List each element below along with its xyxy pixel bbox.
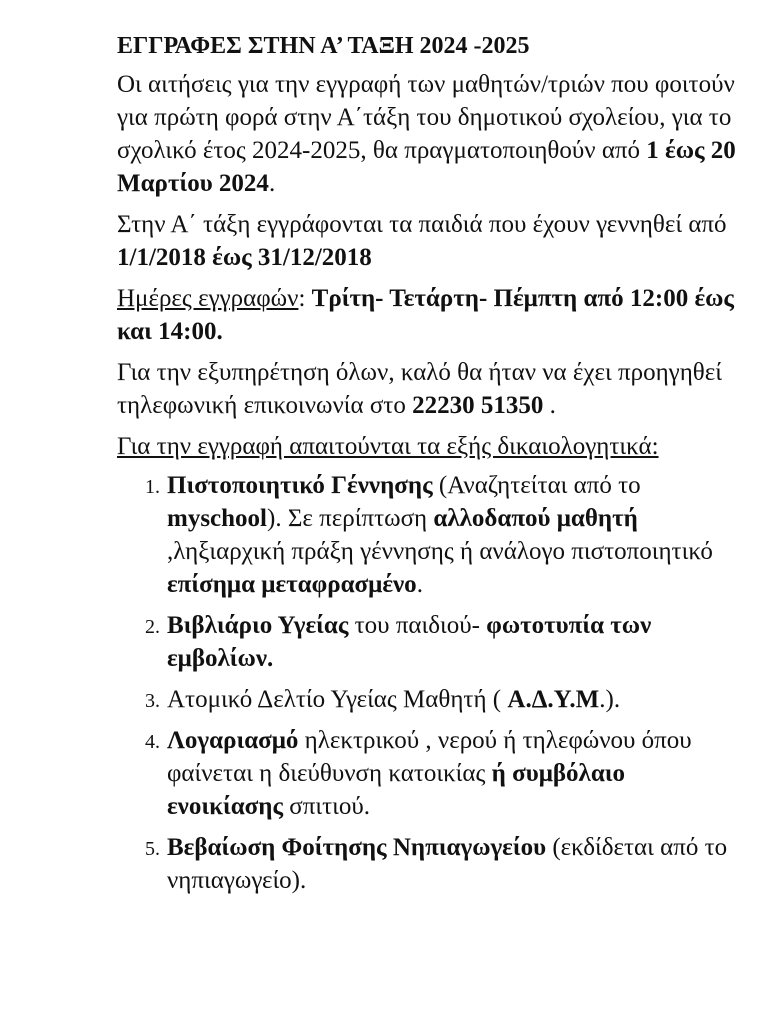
page-title: ΕΓΓΡΑΦΕΣ ΣΤΗΝ Α’ ΤΑΞΗ 2024 -2025 [117,33,530,59]
doc-birth-certificate: Πιστοποιητικό Γέννησης [167,472,433,499]
list-item [165,724,747,823]
registration-days-hours: Τρίτη- Τετάρτη- Πέμπτη από 12:00 έως και 14:00. [117,285,734,345]
registration-days-paragraph [117,282,747,348]
doc-vaccination-copy: φωτοτυπία των εμβολίων. [167,612,652,672]
item-text: ηλεκτρικού , νερού ή τηλεφώνου όπου φαίνεται η διεύθυνση κατοικίας [167,727,692,787]
phone-contact-text: Για την εξυπηρέτηση όλων, καλό θα ήταν να έχει προηγηθεί τηλεφωνική επικοινωνία στο [117,359,722,419]
document-page [117,30,747,905]
doc-utility-bill: Λογαριασμό [167,727,299,754]
doc-myschool: myschool [167,505,267,532]
item-text: . [416,571,423,598]
birth-year-paragraph [117,208,747,274]
doc-adym: Α.Δ.Υ.Μ [507,686,600,713]
registration-days-label: Ημέρες εγγραφών [117,285,299,312]
registration-dates: 1 έως 20 Μαρτίου 2024 [117,137,736,197]
registration-period-paragraph [117,68,747,200]
list-item [165,683,747,716]
item-text: (εκδίδεται από το νηπιαγωγείο). [167,834,728,894]
item-text: του παιδιού- [348,612,487,639]
item-text: Ατομικό Δελτίο Υγείας Μαθητή ( [167,686,508,713]
list-item [165,831,747,897]
documents-list [117,469,747,897]
doc-kindergarten-certificate: Βεβαίωση Φοίτησης Νηπιαγωγείου [167,834,547,861]
item-text: σπιτιού. [283,793,371,820]
registration-period-end: . [268,170,276,197]
list-item [165,469,747,601]
list-item [165,609,747,675]
birth-year-text: Στην Α΄ τάξη εγγράφονται τα παιδιά που έχουν γεννηθεί από [117,211,727,238]
phone-number: 22230 51350 [412,392,544,419]
item-text: ). Σε περίπτωση [267,505,434,532]
registration-days-colon: : [298,285,312,312]
item-text: ,ληξιαρχική πράξη γέννησης ή ανάλογο πιστοποιητικό [167,538,713,565]
phone-contact-end: . [543,392,556,419]
phone-contact-paragraph [117,356,747,422]
doc-health-booklet: Βιβλιάριο Υγείας [167,612,349,639]
birth-date-range: 1/1/2018 έως 31/12/2018 [117,244,372,271]
registration-period-text: Οι αιτήσεις για την εγγραφή των μαθητών/τριών που φοιτούν για πρώτη φορά στην Α΄τάξη του δημοτικού σχολείου, για το σχολικό έτος 2024-2025, θα πραγματοποιηθούν από [117,71,735,164]
doc-foreign-student: αλλοδαπού μαθητή [433,505,638,532]
doc-officially-translated: επίσημα μεταφρασμένο [167,571,417,598]
item-text: (Αναζητείται από το [432,472,641,499]
documents-heading: Για την εγγραφή απαιτούνται τα εξής δικαιολογητικά: [117,433,659,460]
item-text: .). [599,686,621,713]
doc-rental-contract: ή συμβόλαιο ενοικίασης [167,760,626,820]
